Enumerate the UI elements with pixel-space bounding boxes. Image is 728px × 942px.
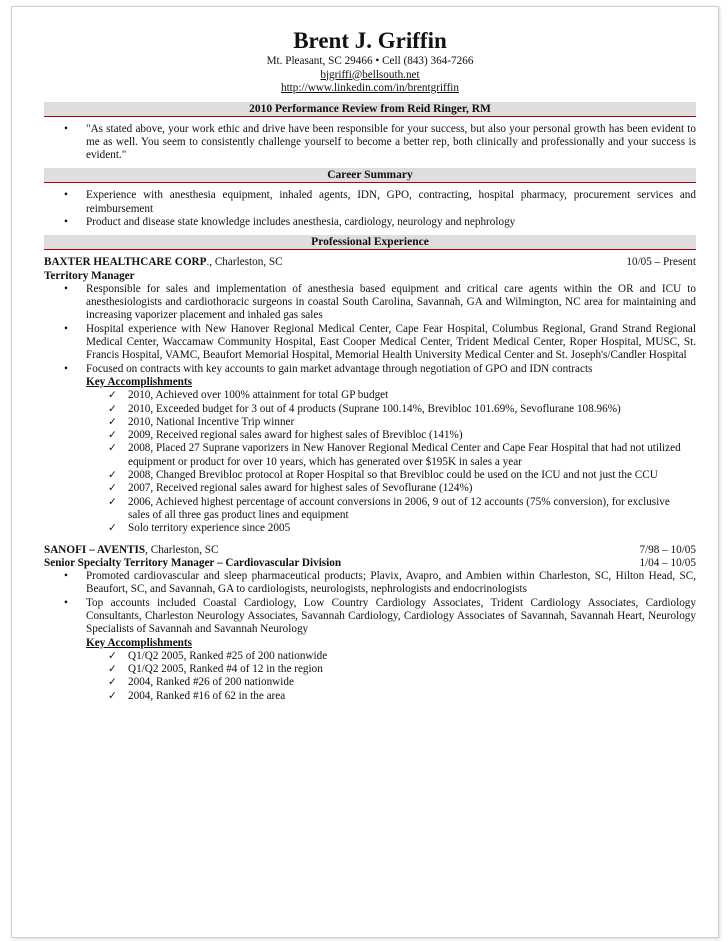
accomplishment-item [44, 676, 696, 689]
accomplishment-item [44, 522, 696, 535]
accomplishment-text: 2008, Placed 27 Suprane vaporizers in New Hanover Regional Medical Center and Cape Fear Hospital that had not utilized equipment or product for over 10 years, which has generated over $195K in sales a year [128, 442, 681, 468]
company-location: ., Charleston, SC [206, 256, 283, 269]
check-icon: ✓ [108, 415, 117, 428]
duty-item: • Top accounts included Coastal Cardiology, Low Country Cardiology Associates, Trident Cardiology Associates, Cardiology Consultants, Charleston Neurology Associates, Savannah Cardiology, Cardiology Associates of Savannah, Savannah Heart, Neurology Specialists of Savannah and Savannah Neurology [44, 597, 696, 637]
accomplishment-item [44, 482, 696, 495]
accomplishment-text: 2010, Achieved over 100% attainment for total GP budget [128, 389, 389, 402]
accomplishment-text: Q1/Q2 2005, Ranked #4 of 12 in the region [128, 663, 323, 676]
accomplishment-item [44, 442, 696, 469]
company-name: SANOFI – AVENTIS [44, 543, 146, 556]
resume-content [44, 27, 696, 703]
website-link[interactable]: http://www.linkedin.com/in/brentgriffin [280, 82, 460, 94]
job-title: Senior Specialty Territory Manager – Cardiovascular Division [44, 556, 342, 569]
summary-item: • Product and disease state knowledge includes anesthesia, cardiology, neurology and nephrology [44, 216, 696, 229]
accomplishment-text: 2010, National Incentive Trip winner [128, 415, 295, 428]
section-heading-review: 2010 Performance Review from Reid Ringer, RM [44, 102, 696, 117]
job-duties [44, 570, 696, 636]
accomplishment-item [44, 496, 696, 523]
review-list [44, 123, 696, 163]
accomplishment-text: 2010, Exceeded budget for 3 out of 4 products (Suprane 100.14%, Brevibloc 101.69%, Sevoflurane 108.96%) [128, 402, 621, 415]
accomplishment-text: 2004, Ranked #16 of 62 in the area [128, 689, 286, 702]
accomplishment-text: Solo territory experience since 2005 [128, 522, 291, 535]
title-dates: 1/04 – 10/05 [639, 556, 696, 569]
candidate-name: Brent J. Griffin [293, 28, 447, 53]
job-duties [44, 283, 696, 376]
section-heading-experience: Professional Experience [44, 235, 696, 250]
check-icon: ✓ [108, 689, 117, 702]
accomplishment-item [44, 690, 696, 703]
accomplishments-heading: Key Accomplishments [86, 636, 192, 649]
accomplishments-list [44, 650, 696, 703]
address-line: Mt. Pleasant, SC 29466 • Cell (843) 364-7266 [266, 55, 474, 67]
accomplishment-item [44, 416, 696, 429]
check-icon: ✓ [108, 402, 117, 415]
duty-item: • Promoted cardiovascular and sleep pharmaceutical products; Plavix, Avapro, and Ambien within Charleston, SC, Hilton Head, SC, Beaufort, SC, and Savannah, GA to cardiologists, neurologists, nephrologists and endocrinologists [44, 570, 696, 597]
company-location: , Charleston, SC [145, 543, 219, 556]
review-quote: • "As stated above, your work ethic and drive have been responsible for your success, but also your personal growth has been evident to me as well. You seem to consistently challenge yourself to become a better rep, both clinically and professionally and your success is evident." [44, 123, 696, 163]
company-name: BAXTER HEALTHCARE CORP [44, 256, 207, 269]
check-icon: ✓ [108, 389, 117, 402]
accomplishments-heading: Key Accomplishments [86, 375, 192, 388]
email-link[interactable]: bjgriffi@bellsouth.net [320, 68, 420, 81]
accomplishment-item [44, 650, 696, 663]
accomplishment-text: 2006, Achieved highest percentage of account conversions in 2006, 9 out of 12 accounts (75% conversion), for exclusive sales of all three gas product lines and equipment [128, 495, 670, 521]
job-dates: 7/98 – 10/05 [639, 543, 696, 556]
accomplishment-item [44, 389, 696, 402]
accomplishment-item [44, 469, 696, 482]
check-icon: ✓ [108, 649, 117, 662]
duty-item: • Focused on contracts with key accounts to gain market advantage through negotiation of GPO and IDN contracts [44, 363, 696, 376]
check-icon: ✓ [108, 663, 117, 676]
accomplishment-text: 2009, Received regional sales award for highest sales of Brevibloc (141%) [128, 429, 463, 442]
accomplishment-text: 2007, Received regional sales award for highest sales of Sevoflurane (124%) [128, 482, 473, 495]
accomplishments-list [44, 389, 696, 535]
check-icon: ✓ [108, 429, 117, 442]
accomplishment-text: 2008, Changed Brevibloc protocol at Roper Hospital so that Brevibloc could be used on the ICU and not just the CCU [128, 469, 658, 482]
section-heading-summary: Career Summary [44, 168, 696, 183]
check-icon: ✓ [108, 442, 117, 455]
job-title: Territory Manager [44, 269, 135, 282]
accomplishment-item [44, 403, 696, 416]
check-icon: ✓ [108, 495, 117, 508]
check-icon: ✓ [108, 482, 117, 495]
job-header [44, 544, 696, 557]
accomplishment-text: 2004, Ranked #26 of 200 nationwide [128, 676, 294, 689]
check-icon: ✓ [108, 676, 117, 689]
summary-list [44, 189, 696, 229]
accomplishment-text: Q1/Q2 2005, Ranked #25 of 200 nationwide [128, 649, 328, 662]
job-dates: 10/05 – Present [626, 256, 696, 269]
summary-item: • Experience with anesthesia equipment, inhaled agents, IDN, GPO, contracting, hospital pharmacy, procurement services and reimbursement [44, 189, 696, 216]
duty-item: • Hospital experience with New Hanover Regional Medical Center, Cape Fear Hospital, Columbus Regional, Grand Strand Regional Medical Center, Waccamaw Community Hospital, East Cooper Medical Center, Trident Medical Center, Roper Hospital, MUSC, St. Francis Hospital, VAMC, Beaufort Memorial Hospital, Memorial Health University Medical Center and St. Joseph's/Candler Hospital [44, 323, 696, 363]
check-icon: ✓ [108, 469, 117, 482]
accomplishment-item [44, 429, 696, 442]
accomplishment-item [44, 663, 696, 676]
job-header [44, 256, 696, 269]
check-icon: ✓ [108, 522, 117, 535]
resume-page [11, 6, 719, 938]
duty-item: • Responsible for sales and implementation of anesthesia based equipment and critical care agents within the OR and ICU to anesthesiologists and cardiothoracic surgeons in coastal South Carolina, Savannah, GA and Wilmington, NC area for maintaining and increasing vaporizer placement and inhaled gas sales [44, 283, 696, 323]
job-title-row [44, 557, 696, 570]
